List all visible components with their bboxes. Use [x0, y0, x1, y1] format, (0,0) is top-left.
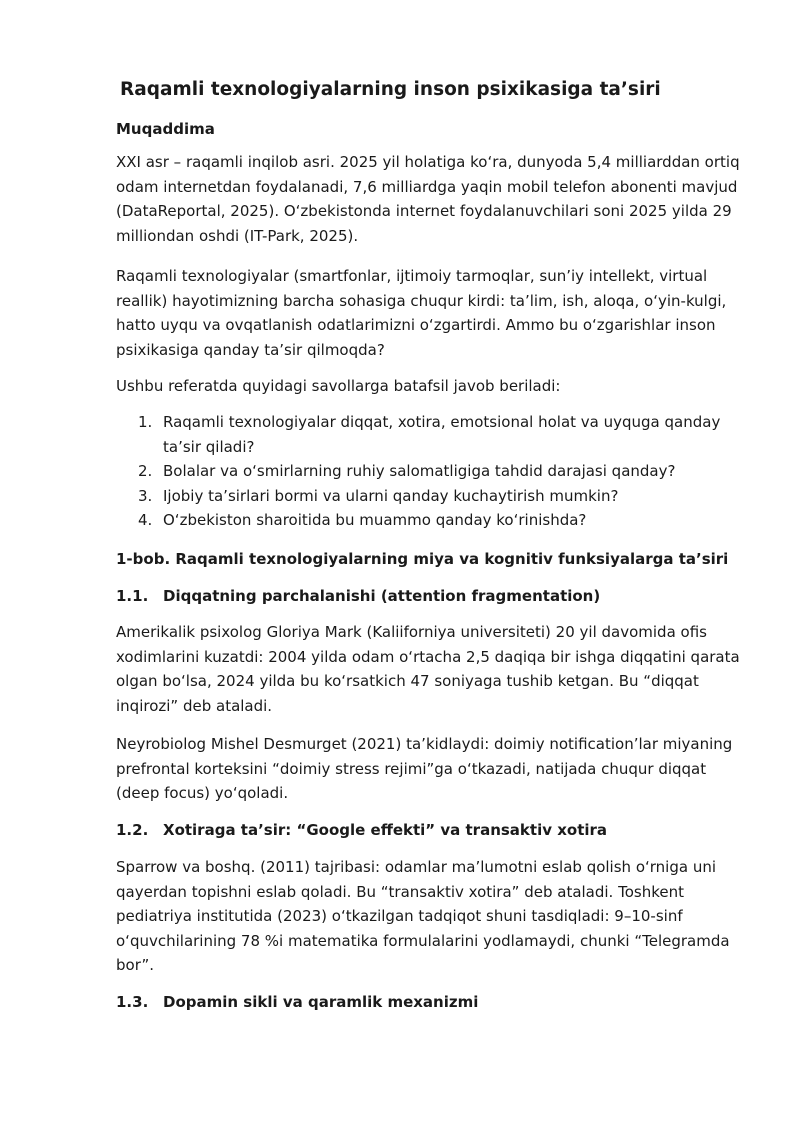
- chapter-1-heading: 1-bob. Raqamli texnologiyalarning miya va kognitiv funksiyalarga ta’siri: [116, 550, 729, 568]
- list-item-number: 1.: [138, 413, 153, 431]
- section-number: 1.2.: [116, 821, 149, 839]
- questions-list: [138, 410, 742, 533]
- document-title: Raqamli texnologiyalarning inson psixikasiga ta’siri: [120, 79, 661, 100]
- section-title: Dopamin sikli va qaramlik mexanizmi: [163, 993, 479, 1011]
- section-title: Xotiraga ta’sir: “Google effekti” va transaktiv xotira: [163, 821, 608, 839]
- list-item-number: 2.: [138, 462, 153, 480]
- intro-heading: Muqaddima: [116, 120, 215, 138]
- intro-paragraph-2: Raqamli texnologiyalar (smartfonlar, ijtimoiy tarmoqlar, sun’iy intellekt, virtual reallik) hayotimizning barcha sohasiga chuqur kirdi: ta’lim, ish, aloqa, o‘yin-kulgi, hatto uyqu va ovqatlanish odatlarimizni o‘zgartirdi. Ammo bu o‘zgarishlar inson psixikasiga qanday ta’sir qilmoqda?: [116, 267, 727, 359]
- section-1-2-heading: [116, 819, 607, 841]
- list-item-text: Ijobiy ta’sirlari bormi va ularni qanday kuchaytirish mumkin?: [163, 486, 619, 505]
- list-item-text: Raqamli texnologiyalar diqqat, xotira, emotsional holat va uyquga qanday ta’sir qiladi?: [163, 413, 721, 456]
- list-item: [138, 508, 742, 533]
- section-1-2-paragraph-1: Sparrow va boshq. (2011) tajribasi: odamlar ma’lumotni eslab qolish o‘rniga uni qayerdan topishni eslab qoladi. Bu “transaktiv xotira” deb ataladi. Toshkent pediatriya institutida (2023) o‘tkazilgan tadqiqot shuni tasdiqladi: 9–10-sinf o‘quvchilarining 78 %i matematika formulalarini yodlamaydi, chunki “Telegramda bor”.: [116, 858, 730, 974]
- section-1-1-heading: [116, 585, 600, 607]
- intro-paragraph-1: XXI asr – raqamli inqilob asri. 2025 yil holatiga ko‘ra, dunyoda 5,4 milliarddan ortiq odam internetdan foydalanadi, 7,6 milliardga yaqin mobil telefon abonenti mavjud (DataReportal, 2025). O‘zbekistonda internet foydalanuvchilari soni 2025 yilda 29 milliondan oshdi (IT-Park, 2025).: [116, 153, 740, 245]
- list-item-text: Bolalar va o‘smirlarning ruhiy salomatligiga tahdid darajasi qanday?: [163, 462, 676, 480]
- list-item-number: 4.: [138, 511, 153, 529]
- section-1-1-paragraph-1: Amerikalik psixolog Gloriya Mark (Kaliiforniya universiteti) 20 yil davomida ofis xodimlarini kuzatdi: 2004 yilda odam o‘rtacha 2,5 daqiqa bir ishga diqqatini qarata olgan bo‘lsa, 2024 yilda bu ko‘rsatkich 47 soniyaga tushib ketgan. Bu “diqqat inqirozi” deb ataladi.: [116, 623, 740, 715]
- list-item: [138, 459, 742, 484]
- list-item: [138, 410, 742, 459]
- list-item: [138, 484, 742, 509]
- intro-paragraph-3: Ushbu referatda quyidagi savollarga batafsil javob beriladi:: [116, 377, 561, 395]
- section-1-3-heading: [116, 991, 478, 1013]
- list-item-text: O‘zbekiston sharoitida bu muammo qanday ko‘rinishda?: [163, 511, 587, 529]
- section-number: 1.3.: [116, 993, 149, 1011]
- list-item-number: 3.: [138, 486, 153, 505]
- section-1-1-paragraph-2: Neyrobiolog Mishel Desmurget (2021) ta’kidlaydi: doimiy notification’lar miyaning prefrontal korteksini “doimiy stress rejimi”ga o‘tkazadi, natijada chuqur diqqat (deep focus) yo‘qoladi.: [116, 735, 733, 802]
- section-title: Diqqatning parchalanishi (attention fragmentation): [163, 587, 601, 605]
- section-number: 1.1.: [116, 587, 149, 605]
